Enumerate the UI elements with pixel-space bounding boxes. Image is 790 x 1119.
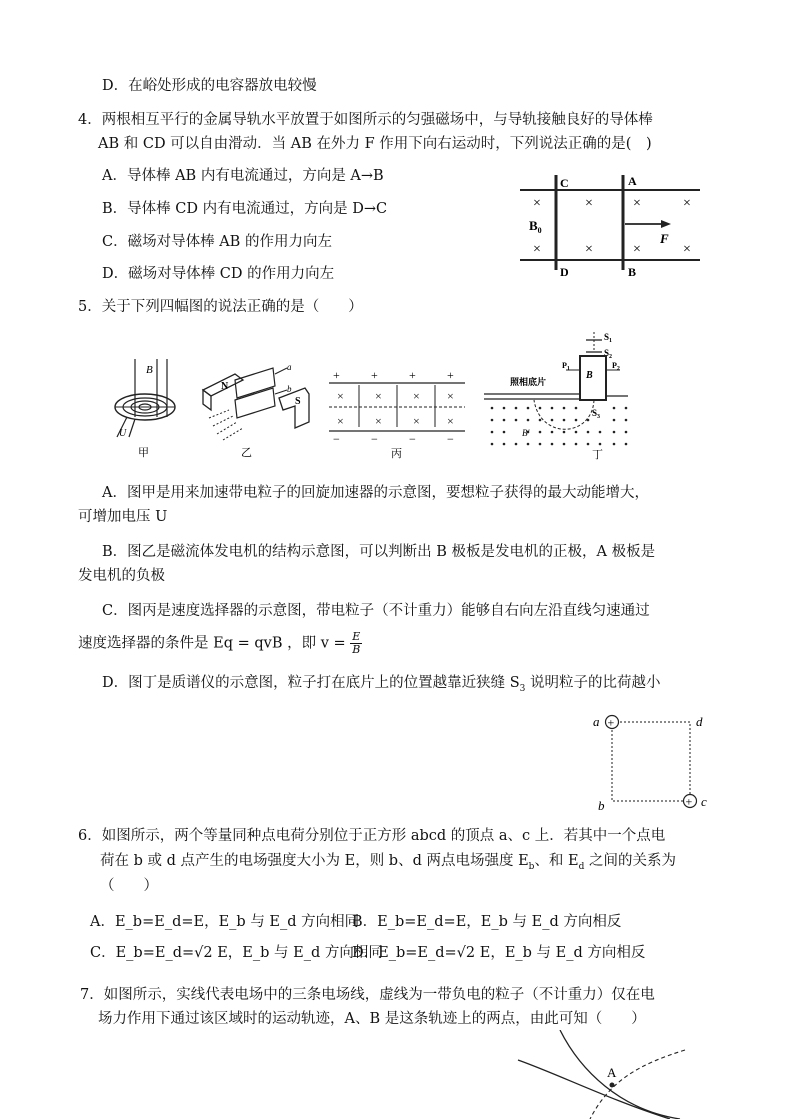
q5-option-d-sub: 3: [519, 683, 526, 694]
cross-mark: ×: [533, 196, 541, 211]
q7-stem-line2: 场力作用下通过该区域时的运动轨迹，A、B 是这条轨迹上的两点，由此可知（ ）: [98, 1011, 646, 1027]
caption-bing: 丙: [391, 448, 402, 460]
label-b-selector: B: [586, 370, 593, 381]
q6-option-a: A．E_b=E_d=E，E_b 与 E_d 方向相同: [90, 914, 360, 930]
cross-mark: ×: [633, 196, 641, 211]
q5-option-d-text2: 说明粒子的比荷越小: [525, 675, 661, 691]
q5-option-d: [102, 673, 661, 699]
plus-sign: +: [447, 368, 454, 382]
label-d: d: [696, 714, 703, 729]
charge-c-sign: +: [685, 794, 693, 809]
particle-stream: [223, 428, 243, 440]
particle-stream: [217, 422, 237, 434]
label-u: U: [119, 428, 127, 439]
minus-sign: −: [409, 432, 416, 446]
label-b: B: [628, 265, 637, 279]
label-n: N: [221, 381, 229, 392]
label-a: a: [593, 714, 600, 729]
magnet-n-side: [203, 390, 211, 410]
q6-option-b: B．E_b=E_d=E，E_b 与 E_d 方向相反: [352, 914, 622, 930]
q5-option-b-line2: 发电机的负极: [78, 568, 165, 584]
wire: [275, 390, 287, 394]
label-f: F: [660, 231, 669, 246]
q6-stem-line1: 6．如图所示，两个等量同种点电荷分别位于正方形 abcd 的顶点 a、c 上．若其中一个点电: [78, 828, 666, 844]
cross-mark: ×: [683, 196, 691, 211]
fraction-numerator: E: [352, 630, 361, 643]
q4-option-a: A．导体棒 AB 内有电流通过，方向是 A→B: [102, 168, 384, 184]
selector-box: [580, 356, 606, 400]
fraction-e-over-b: [350, 631, 362, 656]
square-abcd: [612, 722, 690, 801]
q6-stem-text: 荷在 b 或 d 点产生的电场强度大小为 E，则 b、d 两点电场强度 E: [100, 853, 529, 869]
cross-mark: ×: [447, 389, 454, 403]
q4-stem-line2: AB 和 CD 可以自由滑动．当 AB 在外力 F 作用下向右运动时，下列说法正确的是( ): [98, 136, 652, 152]
q5-stem: 5．关于下列四幅图的说法正确的是（ ）: [78, 299, 363, 315]
q4-option-d: D．磁场对导体棒 CD 的作用力向左: [102, 266, 335, 282]
label-p1: $P_1$: [562, 361, 570, 372]
label-b: B: [146, 364, 153, 376]
q6-stem-line2: [100, 851, 676, 877]
q4-option-c: C．磁场对导体棒 AB 的作用力向左: [102, 234, 332, 250]
label-a: A: [607, 1065, 617, 1080]
label-a: A: [628, 174, 637, 188]
q5-figure-ding: [482, 330, 632, 462]
q7-stem-line1: 7．如图所示，实线代表电场中的三条电场线，虚线为一带负电的粒子（不计重力）仅在电: [80, 987, 655, 1003]
field-dots: [491, 407, 628, 446]
label-c: c: [701, 794, 707, 809]
caption-yi: 乙: [241, 447, 252, 459]
label-c: C: [560, 176, 569, 190]
particle-stream: [209, 410, 229, 418]
q6-stem-text3: 之间的关系为: [584, 853, 677, 869]
q4-option-b: B．导体棒 CD 内有电流通过，方向是 D→C: [102, 201, 388, 217]
q6-stem-sub-d: d: [578, 861, 585, 872]
q5-option-c-line1: C．图丙是速度选择器的示意图，带电粒子（不计重力）能够自右向左沿直线匀速通过: [102, 603, 650, 619]
label-s: S: [295, 396, 301, 407]
lead-wire: [129, 419, 135, 437]
label-b0: $B_0$: [529, 218, 542, 235]
particle-trajectory: [534, 400, 594, 429]
plus-sign: +: [371, 368, 378, 382]
label-film: 照相底片: [510, 377, 547, 387]
cross-mark: ×: [633, 242, 641, 257]
q5-option-c-line2: [78, 631, 362, 656]
caption-ding: 丁: [592, 449, 603, 461]
label-s2: $S_2$: [604, 348, 613, 360]
q5-option-a-line1: A．图甲是用来加速带电粒子的回旋加速器的示意图，要想粒子获得的最大动能增大，: [102, 485, 649, 501]
magnet-s: [279, 388, 309, 428]
plus-sign: +: [333, 368, 340, 382]
point-a: [610, 1083, 615, 1088]
minus-sign: −: [447, 432, 454, 446]
force-arrowhead: [661, 220, 671, 228]
q6-option-d: D．E_b=E_d=√2 E，E_b 与 E_d 方向相反: [352, 945, 646, 961]
q5-option-d-text: D．图丁是质谱仪的示意图，粒子打在底片上的位置越靠近狭缝 S: [102, 675, 520, 691]
fraction-denominator: B: [352, 643, 361, 656]
cross-mark: ×: [413, 389, 420, 403]
cross-mark: ×: [413, 414, 420, 428]
cross-mark: ×: [585, 242, 593, 257]
label-s3: $S_3$: [592, 408, 601, 420]
minus-sign: −: [371, 432, 378, 446]
q5-figure-jia: [105, 355, 185, 460]
q5-option-b-line1: B．图乙是磁流体发电机的结构示意图，可以判断出 B 极板是发电机的正极，A 极板是: [102, 544, 656, 560]
cross-mark: ×: [533, 242, 541, 257]
plus-sign: +: [409, 368, 416, 382]
label-b: b: [598, 798, 605, 813]
q5-figure-yi: [195, 360, 315, 460]
q5-figure-bing: [325, 365, 470, 460]
wire: [275, 368, 287, 374]
cross-mark: ×: [375, 389, 382, 403]
field-line: [560, 1030, 680, 1119]
label-p2: $P_2$: [612, 361, 620, 372]
cross-mark: ×: [585, 196, 593, 211]
q6-stem-sub-b: b: [528, 861, 535, 872]
cross-mark: ×: [337, 389, 344, 403]
q5-option-a-line2: 可增加电压 U: [78, 509, 168, 525]
label-s1: $S_1$: [604, 332, 613, 344]
label-a: a: [287, 362, 292, 372]
q3-option-d: D．在峪处形成的电容器放电较慢: [102, 78, 317, 94]
q6-square-figure: [590, 708, 715, 813]
q6-stem-text2: 、和 E: [534, 853, 579, 869]
q6-option-c: C．E_b=E_d=√2 E，E_b 与 E_d 方向相同: [90, 945, 383, 961]
minus-sign: −: [333, 432, 340, 446]
q7-field-figure: [510, 1030, 710, 1119]
cross-mark: ×: [447, 414, 454, 428]
label-d: D: [560, 265, 569, 279]
q4-rails-figure: [515, 170, 705, 280]
q6-stem-line3: （ ）: [100, 878, 158, 894]
particle-stream: [213, 416, 233, 426]
q4-stem-line1: 4．两根相互平行的金属导轨水平放置于如图所示的匀强磁场中，与导轨接触良好的导体棒: [78, 112, 653, 128]
q5-option-c-text: 速度选择器的条件是 Eq = qvB ，即 v =: [78, 635, 346, 652]
cross-mark: ×: [337, 414, 344, 428]
cross-mark: ×: [375, 414, 382, 428]
caption-jia: 甲: [138, 447, 149, 459]
label-b: b: [287, 384, 292, 394]
charge-a-sign: +: [607, 715, 615, 730]
trajectory: [590, 1050, 685, 1119]
cross-mark: ×: [683, 242, 691, 257]
label-b-prime: B′: [522, 428, 530, 438]
